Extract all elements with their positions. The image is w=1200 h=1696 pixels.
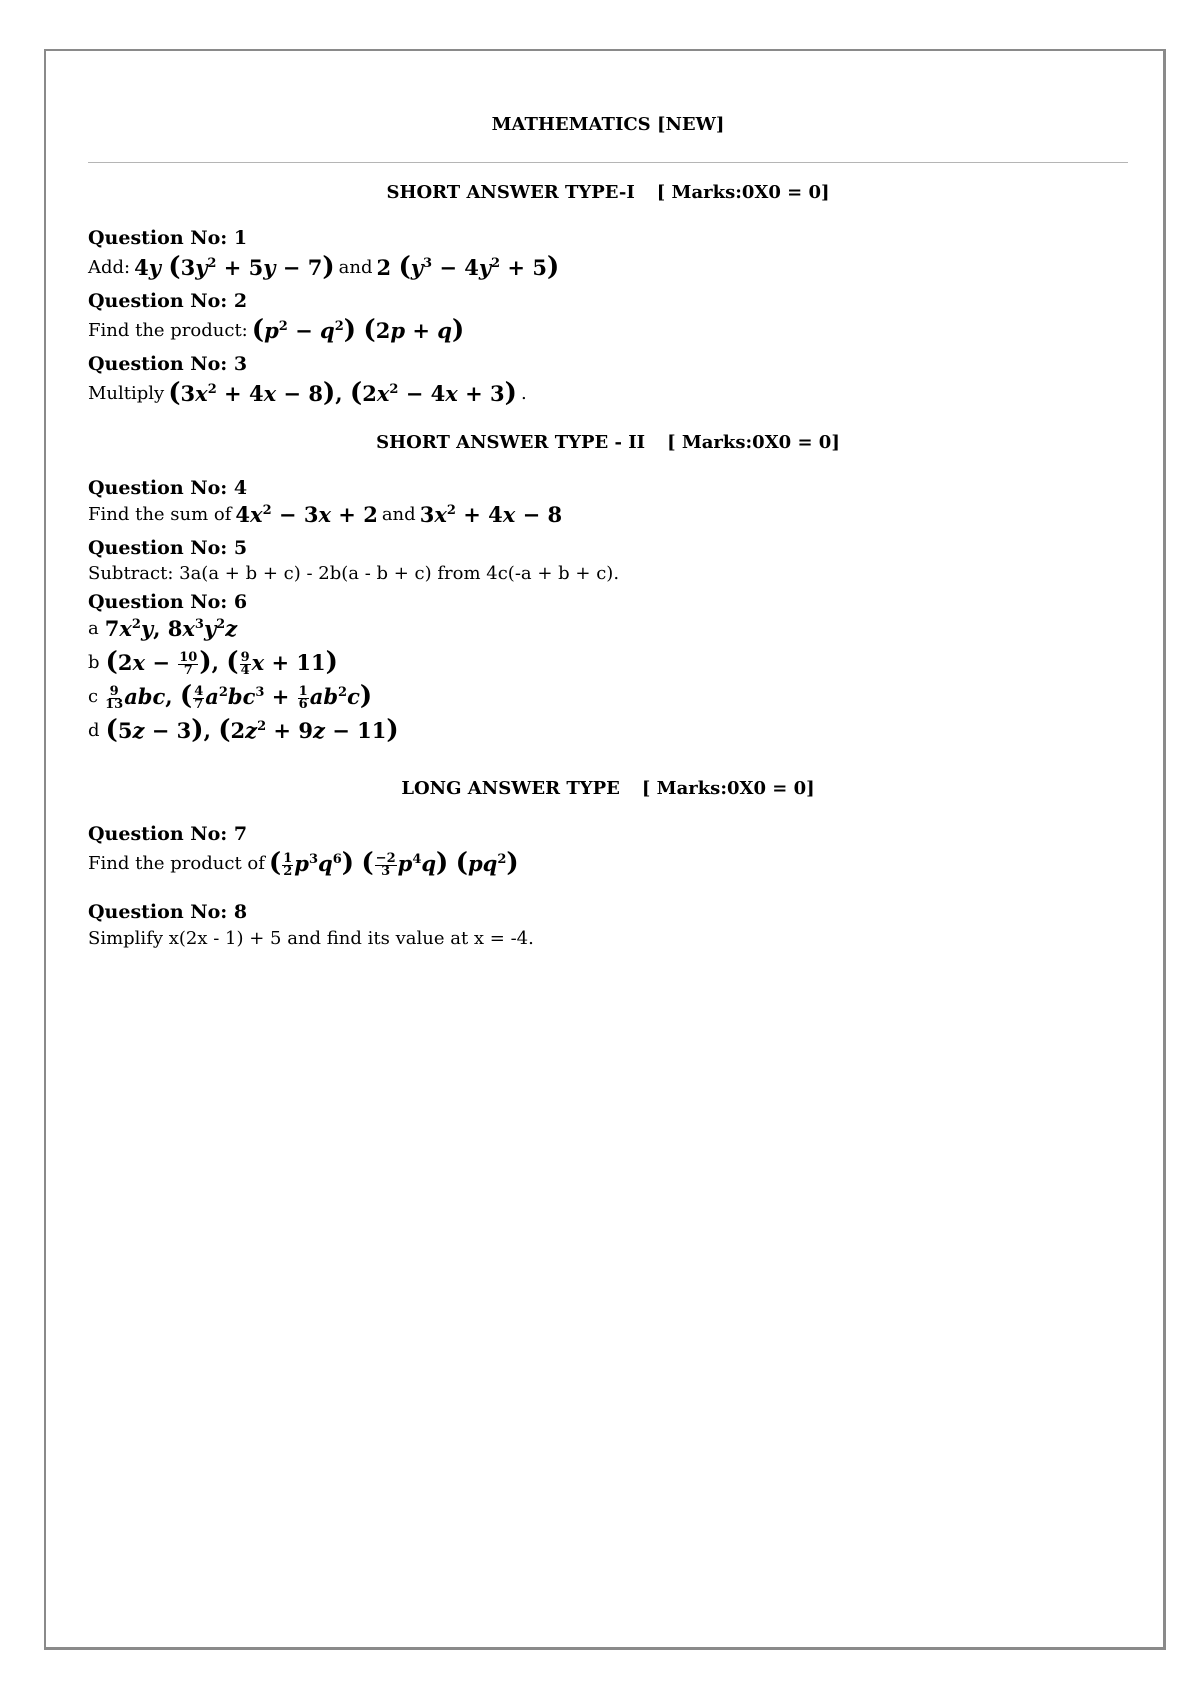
question-number-7: Question No: 7 xyxy=(88,823,248,845)
question-number-6: Question No: 6 xyxy=(88,591,248,613)
math-expression: $\frac{9}{13}$ abc, ( $\frac{4}{7}$ $a^2bc^3$ + $\frac{1}{6}$ $ab^2c$) xyxy=(105,681,373,712)
question-number-2: Question No: 2 xyxy=(88,290,248,312)
question-text-4 xyxy=(88,502,566,527)
question-prefix: Find the sum of xyxy=(88,504,232,525)
page-title: MATHEMATICS [NEW] xyxy=(491,114,725,135)
math-expression: $3x^2 + 4x - 8$ xyxy=(419,502,563,527)
math-expression: $4x^2 - 3x + 2$ xyxy=(235,502,378,527)
question-number-4: Question No: 4 xyxy=(88,477,248,499)
section-title: LONG ANSWER TYPE xyxy=(401,778,620,799)
math-expression: $(p^2 - q^2) (2p + q)$ xyxy=(251,315,465,345)
question-6-part-b xyxy=(88,647,342,677)
math-expression: 2 $(y^3 - 4y^2 + 5)$ xyxy=(376,252,560,282)
math-expression: $7x^2y$, $8x^3y^2z$ xyxy=(104,616,238,641)
question-suffix: . xyxy=(520,382,527,404)
question-text-5: Subtract: 3a(a + b + c) - 2b(a - b + c) from 4c(-a + b + c). xyxy=(88,563,620,584)
exam-page xyxy=(44,49,1166,1650)
section-heading-short-2 xyxy=(88,432,1128,453)
section-title: SHORT ANSWER TYPE - II xyxy=(376,432,646,453)
section-marks: [ Marks:0X0 = 0] xyxy=(641,778,815,799)
question-6-part-c xyxy=(88,681,376,711)
question-prefix: Find the product of xyxy=(88,852,265,874)
question-text-7 xyxy=(88,848,523,878)
question-number-5: Question No: 5 xyxy=(88,537,248,559)
section-heading-short-1 xyxy=(88,182,1128,203)
question-joiner: and xyxy=(381,504,416,525)
part-label: b xyxy=(88,651,100,673)
question-6-part-d xyxy=(88,715,403,745)
question-text-8: Simplify x(2x - 1) + 5 and find its value at x = -4. xyxy=(88,928,534,949)
section-marks: [ Marks:0X0 = 0] xyxy=(656,182,830,203)
question-prefix: Multiply xyxy=(88,382,165,404)
title-divider xyxy=(88,162,1128,163)
math-expression: $(3x^2 + 4x - 8)$, $(2x^2 - 4x + 3)$ xyxy=(168,378,517,408)
part-label: d xyxy=(88,719,100,741)
question-prefix: Add: xyxy=(88,256,131,278)
section-title: SHORT ANSWER TYPE-I xyxy=(386,182,635,203)
question-joiner: and xyxy=(338,256,373,278)
math-expression: (5z − 3), $(2z^2 + 9z - 11)$ xyxy=(105,715,399,745)
math-expression: (2x − $\frac{10}{7}$ ), ( $\frac{9}{4}$ x + 11) xyxy=(105,647,338,678)
question-text-2 xyxy=(88,315,468,345)
question-prefix: Find the product: xyxy=(88,319,248,341)
math-expression: ( $\frac{1}{2}$ $p^3q^6$) ( $\frac{-2}{3}$ $p^4q$) $(pq^2)$ xyxy=(268,848,519,879)
question-text-1 xyxy=(88,252,563,282)
section-heading-long xyxy=(88,778,1128,799)
section-marks: [ Marks:0X0 = 0] xyxy=(667,432,840,453)
question-number-3: Question No: 3 xyxy=(88,353,248,375)
part-label: c xyxy=(88,685,99,707)
question-number-1: Question No: 1 xyxy=(88,227,248,249)
question-number-8: Question No: 8 xyxy=(88,901,248,923)
part-label: a xyxy=(88,618,99,639)
math-expression: 4y $(3y^2 + 5y - 7)$ xyxy=(134,252,335,282)
question-6-part-a xyxy=(88,616,241,641)
question-text-3 xyxy=(88,378,527,408)
